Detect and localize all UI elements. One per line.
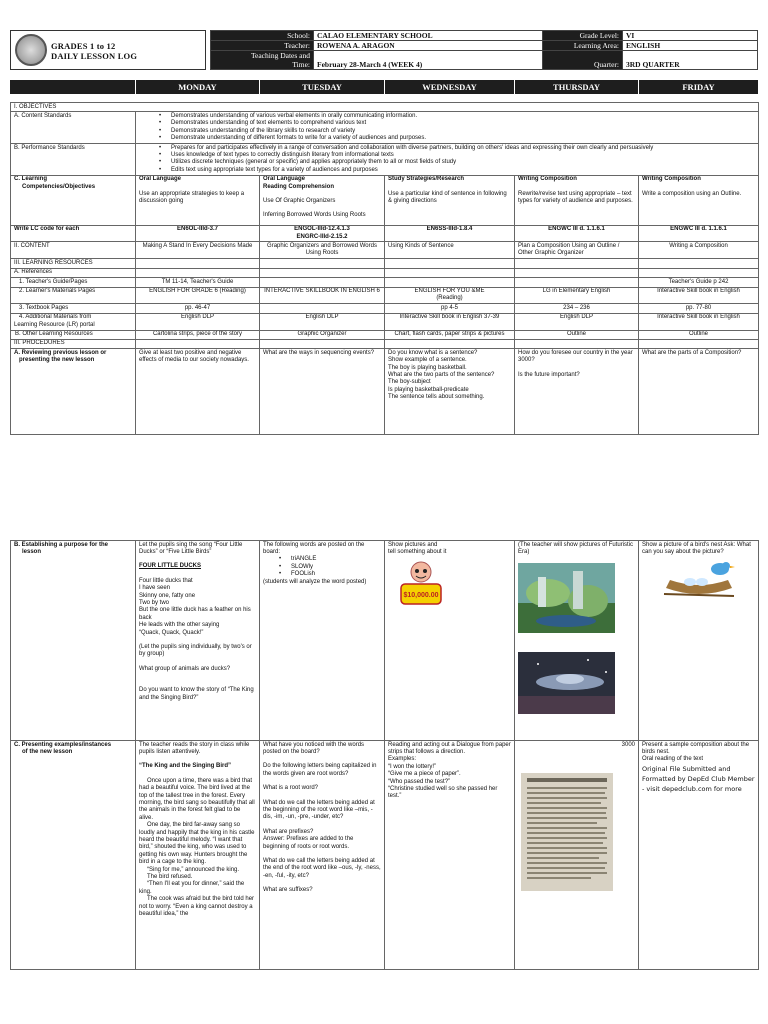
- presenting-line: What are prefixes?: [263, 828, 314, 835]
- presenting-line: “Who passed the test?”: [388, 778, 451, 785]
- day-thursday: THURSDAY: [514, 80, 638, 94]
- additional-materials-friday: Interactive Skill book in English: [639, 313, 759, 330]
- content-standards-cell: [136, 112, 759, 144]
- competency-monday: [136, 175, 260, 225]
- table-row: [11, 112, 759, 144]
- dates-value: February 28-March 4 (WEEK 4): [314, 51, 543, 70]
- review-line: The boy-subject: [388, 379, 431, 386]
- futuristic-city-image: [518, 563, 615, 633]
- song-line: “Quack, Quack, Quack!”: [139, 629, 204, 636]
- lottery-sign-image: [398, 560, 444, 608]
- competencies-label-line2: Competencies/Objectives: [22, 183, 96, 190]
- competency-title: Writing Composition: [518, 176, 577, 183]
- teacher-label: Teacher:: [211, 41, 314, 51]
- review-line: Is the future important?: [518, 371, 580, 378]
- textbook-pages-friday: pp. 77-80: [639, 304, 759, 313]
- lesson-table-page2: [10, 540, 759, 970]
- presenting-label: [11, 741, 136, 970]
- quarter-label: Quarter:: [543, 51, 623, 70]
- table-row: [11, 144, 759, 176]
- table-row: [11, 741, 759, 970]
- story-paragraph: The bird refused.: [147, 874, 193, 880]
- purpose-label-line1: B. Establishing a purpose for the: [14, 541, 109, 548]
- additional-materials-tuesday: English DLP: [260, 313, 385, 330]
- list-item: • Demonstrate understanding of different formats to write for a variety of audiences and purposes.: [139, 135, 755, 142]
- teachers-guide-friday: Teacher's Guide p 242: [639, 278, 759, 287]
- competencies-label-line1: C. Learning: [14, 176, 48, 183]
- content-standards-label: A. Content Standards: [11, 112, 136, 144]
- performance-standards-label: B. Performance Standards: [11, 144, 136, 176]
- review-thursday: [515, 349, 639, 435]
- table-row: [11, 313, 759, 330]
- review-tuesday: What are the ways in sequencing events?: [260, 349, 385, 435]
- presenting-line: Oral reading of the text: [642, 756, 704, 763]
- content-wednesday: Using Kinds of Sentence: [385, 242, 515, 259]
- performance-standards-cell: [136, 144, 759, 176]
- learners-materials-title: ENGLISH FOR YOU &ME: [414, 288, 485, 294]
- other-resources-friday: Outline: [639, 330, 759, 339]
- area-label: Learning Area:: [543, 41, 623, 51]
- table-row: [11, 304, 759, 313]
- table-row: [11, 349, 759, 435]
- review-label-line2: presenting the new lesson: [19, 357, 95, 364]
- textbook-pages-monday: pp. 46-47: [136, 304, 260, 313]
- lesson-table-page1: [10, 102, 759, 435]
- presenting-wednesday: [385, 741, 515, 970]
- content-friday: Writing a Composition: [639, 242, 759, 259]
- school-value: CALAO ELEMENTARY SCHOOL: [314, 31, 543, 41]
- dates-label-line1: Teaching Dates and: [250, 51, 310, 60]
- table-row: [11, 339, 759, 348]
- content-tuesday: Graphic Organizers and Borrowed Words Using Roots: [260, 242, 385, 259]
- textbook-pages-label: 3. Textbook Pages: [11, 304, 136, 313]
- purpose-wednesday: [385, 541, 515, 741]
- school-label: School:: [211, 31, 314, 41]
- table-row: [11, 242, 759, 259]
- review-label: [11, 349, 136, 435]
- song-line: He leads with the other saying: [139, 622, 220, 629]
- review-line: What are the two parts of the sentence?: [388, 372, 495, 379]
- purpose-line: (students will analyze the word posted): [263, 578, 367, 585]
- purpose-line: Show a picture of a bird's nest Ask: What can you say about the picture?: [642, 541, 751, 555]
- additional-materials-monday: English DLP: [136, 313, 260, 330]
- review-line: The sentence tells about something.: [388, 394, 485, 401]
- teachers-guide-label: 1. Teacher's Guide/Pages: [11, 278, 136, 287]
- presenting-monday: [136, 741, 260, 970]
- day-tuesday: TUESDAY: [259, 80, 384, 94]
- lc-code-thursday: ENGWC III d. 1.1.6.1: [515, 225, 639, 242]
- story-paragraph: “Sing for me,” announced the king.: [147, 866, 240, 873]
- competency-body-2: Inferring Borrowed Words Using Roots: [263, 212, 366, 219]
- purpose-line: What group of animals are ducks?: [139, 665, 231, 672]
- review-line: How do you foresee our country in the year 3000?: [518, 349, 633, 364]
- competency-tuesday: [260, 175, 385, 225]
- table-row: [11, 103, 759, 112]
- other-resources-tuesday: Graphic Organizer: [260, 330, 385, 339]
- learners-materials-friday: Interactive Skill book in English: [639, 287, 759, 304]
- story-line: The teacher reads the story in class while pupils listen attentively.: [139, 741, 250, 755]
- list-item: • Demonstrates understanding of text elements to comprehend various text: [139, 120, 755, 127]
- purpose-thursday: [515, 541, 639, 741]
- song-line: Four little ducks that: [139, 577, 193, 584]
- printed-text-image: [521, 773, 613, 891]
- competency-friday: [639, 175, 759, 225]
- competency-title: Oral Language: [139, 176, 182, 183]
- competency-title: Study Strategies/Research: [388, 176, 465, 183]
- presenting-line: What do we call the letters being added at the end of the root word like –ous, -ly, -ness, -en, -ful, -ity, etc?: [263, 857, 381, 879]
- grade-value: VI: [623, 31, 758, 41]
- table-row: [11, 259, 759, 268]
- table-row: [11, 225, 759, 242]
- competency-thursday: [515, 175, 639, 225]
- list-item: • Prepares for and participates effectively in a range of conversation and collaboration with diverse partners, building on others' ideas and expressing their own clearly and persuasively: [139, 145, 755, 152]
- list-item: • Demonstrates understanding of various verbal elements in orally communicating information.: [139, 113, 755, 120]
- list-item: • Demonstrates understanding of the library skills to research of variety: [139, 128, 755, 135]
- competency-body: Use an appropriate strategies to keep a discussion going: [139, 190, 245, 204]
- other-resources-wednesday: Chart, flash cards, paper strips & pictures: [385, 330, 515, 339]
- lc-code-tuesday: [260, 225, 385, 242]
- learners-materials-tuesday: INTERACTIVE SKILLBOOK IN ENGLISH 6: [260, 287, 385, 304]
- list-item: • Utilizes discrete techniques (general or specific) and applies appropriately them to all or most fields of study: [139, 159, 755, 166]
- purpose-monday: [136, 541, 260, 741]
- story-paragraph: One day, the bird far-away sang so loudly and happily that the king in his castle heard the beautiful melody. “I want that bird,” shouted the king, who was used to getting his own way. Hunters brought the bird in a cage to the king.: [139, 822, 255, 866]
- presenting-line: “I won the lottery!”: [388, 763, 437, 770]
- competency-wednesday: [385, 175, 515, 225]
- song-line: But the one little duck has a feather on his back: [139, 607, 251, 621]
- additional-materials-label-line2: Learning Resource (LR) portal: [14, 321, 95, 328]
- teachers-guide-monday: TM 11-14, Teacher's Guide: [136, 278, 260, 287]
- day-friday: FRIDAY: [638, 80, 758, 94]
- review-wednesday: [385, 349, 515, 435]
- other-resources-label: B. Other Learning Resources: [11, 330, 136, 339]
- purpose-label: [11, 541, 136, 741]
- song-line: Two by two: [139, 599, 170, 606]
- additional-materials-wednesday: Interactive Skill book in English 37-39: [385, 313, 515, 330]
- list-item: • SLOWly: [260, 564, 382, 571]
- song-line: I have seen: [139, 585, 171, 592]
- lottery-sign-text: $10,000.00: [403, 592, 439, 600]
- area-value: ENGLISH: [623, 41, 758, 51]
- purpose-line: The following words are posted on the board:: [263, 541, 365, 555]
- presenting-label-line2: of the new lesson: [22, 748, 73, 755]
- lc-code-2: ENGRC-IIId-2.15.2: [296, 233, 348, 240]
- other-resources-thursday: Outline: [515, 330, 639, 339]
- list-item: • Uses knowledge of text types to correctly distinguish literary from informational texts: [139, 152, 755, 159]
- presenting-line: What are suffixes?: [263, 887, 313, 894]
- presenting-friday: [639, 741, 759, 970]
- birds-nest-image: [662, 560, 736, 598]
- grade-label: Grade Level:: [543, 31, 623, 41]
- purpose-friday: [639, 541, 759, 741]
- day-wednesday: WEDNESDAY: [384, 80, 514, 94]
- purpose-line: Do you want to know the story of “The King and the Singing Bird?”: [139, 687, 254, 701]
- table-row: [11, 278, 759, 287]
- presenting-line: “Christine studied well so she passed her test.”: [388, 785, 498, 800]
- story-paragraph: “Then I'll eat you for dinner,” said the king.: [139, 881, 245, 895]
- day-monday: MONDAY: [135, 80, 259, 94]
- review-line: Is playing basketball-predicate: [388, 386, 469, 393]
- presenting-line: What is a root word?: [263, 785, 319, 792]
- purpose-line: Let the pupils sing the song “Four Little Ducks” or “Five Little Birds”: [139, 541, 243, 555]
- table-row: [11, 175, 759, 225]
- purpose-line: (The teacher will show pictures of Futuristic Era): [518, 541, 634, 555]
- review-line: Do you know what is a sentence?: [388, 349, 478, 356]
- textbook-pages-thursday: 234 – 236: [515, 304, 639, 313]
- song-line: Skinny one, fatty one: [139, 592, 196, 599]
- table-row: [11, 541, 759, 741]
- deped-seal-icon: [15, 34, 47, 66]
- content-monday: Making A Stand In Every Decisions Made: [136, 242, 260, 259]
- purpose-line: Show pictures and: [388, 541, 438, 548]
- learners-materials-label: 2. Learner's Materials Pages: [11, 287, 136, 304]
- table-row: [11, 330, 759, 339]
- presenting-line: Present a sample composition about the birds nest.: [642, 741, 750, 755]
- presenting-label-line1: C. Presenting examples/instances: [14, 741, 112, 748]
- presenting-line: “Give me a piece of paper”.: [388, 771, 461, 778]
- presenting-line: Reading and acting out a Dialogue from paper strips that follows a direction.: [388, 741, 511, 755]
- dates-label-line2: Time:: [292, 60, 310, 69]
- review-monday: Give at least two positive and negative effects of media to our society nowadays.: [136, 349, 260, 435]
- additional-materials-thursday: English DLP: [515, 313, 639, 330]
- logo-title: [51, 41, 137, 61]
- info-table: [210, 30, 758, 70]
- competency-body: Use a particular kind of sentence in following & giving directions: [388, 190, 507, 204]
- table-row: [11, 287, 759, 304]
- song-title: FOUR LITTLE DUCKS: [139, 563, 201, 570]
- story-paragraph: Once upon a time, there was a bird that had a beautiful voice. The bird lived at the top of the tallest tree in the forest. Every morning, the bird sang so beautifully that all the animals in the forest felt glad to be alive.: [139, 777, 255, 821]
- additional-materials-label: [11, 313, 136, 330]
- presenting-line: What have you noticed with the words posted on the board?: [263, 741, 365, 755]
- teachers-guide-thursday: [515, 278, 639, 287]
- table-row: [11, 268, 759, 277]
- learners-materials-sub: (Reading): [436, 295, 463, 302]
- textbook-pages-tuesday: [260, 304, 385, 313]
- learners-materials-thursday: LG in Elementary English: [515, 287, 639, 304]
- logo-title-line1: GRADES 1 to 12: [51, 41, 116, 51]
- presenting-line: Examples:: [388, 756, 417, 763]
- spaceship-image: [518, 652, 615, 714]
- review-friday: What are the parts of a Composition?: [639, 349, 759, 435]
- purpose-label-line2: lesson: [22, 548, 42, 555]
- purpose-line: (Let the pupils sing individually, by two's or by group): [139, 643, 252, 658]
- logo-box: [10, 30, 206, 70]
- presenting-line: What do we call the letters being added at the beginning of the root word like –mis, -dis, -im, -un, -pre, -under, etc?: [263, 799, 375, 821]
- content-label: II. CONTENT: [11, 242, 136, 259]
- presenting-line: Answer: Prefixes are added to the beginning of roots or root words.: [263, 836, 354, 850]
- presenting-thursday: [515, 741, 639, 970]
- logo-title-line2: DAILY LESSON LOG: [51, 51, 138, 61]
- story-paragraph: The cook was afraid but the bird told her not to worry. “Even a king cannot destroy a beautiful idea,” the: [139, 896, 255, 918]
- lc-code-label: Write LC code for each: [11, 225, 136, 242]
- additional-materials-label-line1: 4. Additional Materials from: [19, 314, 92, 321]
- review-line: Show example of a sentence.: [388, 357, 467, 364]
- teachers-guide-wednesday: [385, 278, 515, 287]
- competency-body: Use Of Graphic Organizers: [263, 197, 336, 204]
- objectives-heading: I. OBJECTIVES: [11, 103, 759, 112]
- review-line: The boy is playing basketball.: [388, 364, 467, 371]
- purpose-tuesday: [260, 541, 385, 741]
- lc-code-wednesday: EN6SS-IIId-1.8.4: [385, 225, 515, 242]
- presenting-fragment: 3000: [621, 741, 635, 748]
- learners-materials-monday: ENGLISH FOR GRADE 6 (Reading): [136, 287, 260, 304]
- lc-code-friday: ENGWC III d. 1.1.6.1: [639, 225, 759, 242]
- teachers-guide-tuesday: [260, 278, 385, 287]
- dates-label: [211, 51, 314, 70]
- list-item: • triANGLE: [260, 556, 382, 563]
- days-header: [10, 80, 758, 94]
- competency-subtitle: Reading Comprehension: [263, 183, 335, 190]
- competency-body: Rewrite/revise text using appropriate – text types for variety of audience and purposes.: [518, 190, 633, 204]
- competency-title: Writing Composition: [642, 176, 701, 183]
- story-title: “The King and the Singing Bird”: [139, 763, 231, 770]
- teacher-value: ROWENA A. ARAGON: [314, 41, 543, 51]
- list-item: • Edits text using appropriate text types for a variety of audiences and purposes: [139, 167, 755, 174]
- textbook-pages-wednesday: pp 4-5: [385, 304, 515, 313]
- days-header-blank: [10, 80, 135, 94]
- purpose-line: tell something about it: [388, 548, 447, 555]
- competencies-label: [11, 175, 136, 225]
- references-label: A. References: [11, 268, 136, 277]
- list-item: • FOOLish: [260, 571, 382, 578]
- presenting-line: Do the following letters being capitalized in the words given are root words?: [263, 763, 377, 777]
- review-label-line1: A. Reviewing previous lesson or: [14, 349, 107, 356]
- competency-title: Oral Language: [263, 176, 306, 183]
- learners-materials-wednesday: [385, 287, 515, 304]
- content-thursday: Plan a Composition Using an Outline / Other Graphic Organizer: [515, 242, 639, 259]
- resources-label: III. LEARNING RESOURCES: [11, 259, 136, 268]
- competency-body: Write a composition using an Outline.: [642, 190, 742, 197]
- quarter-value: 3RD QUARTER: [623, 51, 758, 70]
- credit-line: Original File Submitted and Formatted by DepEd Club Member - visit depedclub.com for more: [642, 764, 755, 793]
- lc-code-monday: EN6OL-IIId-3.7: [136, 225, 260, 242]
- lc-code: ENGOL-IIId-12.4.1.3: [294, 226, 350, 233]
- other-resources-monday: Cartolina strips, piece of the story: [136, 330, 260, 339]
- presenting-tuesday: [260, 741, 385, 970]
- procedures-label: III. PROCEDURES: [11, 339, 136, 348]
